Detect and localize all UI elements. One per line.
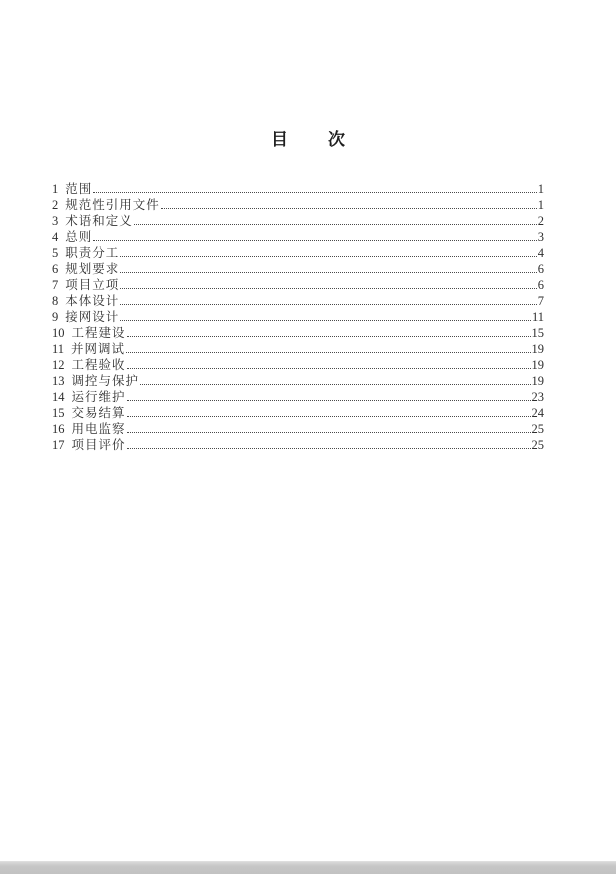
toc-entry-number: 13 xyxy=(52,374,65,388)
toc-leader-dots xyxy=(127,336,531,337)
toc-entry-page: 1 xyxy=(537,198,544,212)
toc-entry-page: 25 xyxy=(531,438,544,452)
toc-entry-number: 7 xyxy=(52,278,59,292)
toc-entry-page: 6 xyxy=(537,262,544,276)
toc-leader-dots xyxy=(134,224,537,225)
toc-leader-dots xyxy=(93,192,536,193)
toc-leader-dots xyxy=(127,400,531,401)
toc-entry-label: 规划要求 xyxy=(65,262,120,276)
toc-entry xyxy=(52,435,544,451)
toc-entry-number: 16 xyxy=(52,422,65,436)
toc-entry-number: 5 xyxy=(52,246,59,260)
toc-leader-dots xyxy=(120,304,536,305)
toc-entry-label: 项目立项 xyxy=(65,278,120,292)
toc-leader-dots xyxy=(120,256,536,257)
toc-entry xyxy=(52,403,544,419)
toc-entry-page: 7 xyxy=(537,294,544,308)
toc-entry xyxy=(52,323,544,339)
toc-entry-number: 3 xyxy=(52,214,59,228)
toc-entry xyxy=(52,243,544,259)
toc-entry-label: 工程验收 xyxy=(71,358,126,372)
toc-leader-dots xyxy=(127,416,531,417)
toc-entry-label: 项目评价 xyxy=(71,438,126,452)
toc-entry-label: 总则 xyxy=(65,230,93,244)
toc-entry xyxy=(52,259,544,275)
toc-entry-page: 6 xyxy=(537,278,544,292)
toc-entry xyxy=(52,195,544,211)
toc-entry-number: 1 xyxy=(52,182,59,196)
toc-entry-page: 23 xyxy=(531,390,544,404)
toc-entry xyxy=(52,275,544,291)
toc-leader-dots xyxy=(120,288,536,289)
toc-entry-label: 工程建设 xyxy=(71,326,126,340)
toc-leader-dots xyxy=(127,432,531,433)
toc-entry-page: 19 xyxy=(531,342,544,356)
toc-leader-dots xyxy=(120,272,536,273)
toc-entry-page: 1 xyxy=(537,182,544,196)
toc-entry-page: 15 xyxy=(531,326,544,340)
toc-entry xyxy=(52,307,544,323)
toc-entry-page: 11 xyxy=(531,310,544,324)
toc-entry-label: 术语和定义 xyxy=(65,214,133,228)
toc-leader-dots xyxy=(126,352,530,353)
toc-entry xyxy=(52,339,544,355)
toc-entry-label: 运行维护 xyxy=(71,390,126,404)
toc-entry-label: 调控与保护 xyxy=(71,374,140,388)
toc-entry-page: 25 xyxy=(531,422,544,436)
toc-entry-label: 本体设计 xyxy=(65,294,120,308)
toc-entry-number: 9 xyxy=(52,310,59,324)
toc-entry-number: 17 xyxy=(52,438,65,452)
toc-leader-dots xyxy=(93,240,536,241)
scan-bottom-edge xyxy=(0,861,616,874)
toc-entry-number: 12 xyxy=(52,358,65,372)
toc-entry-number: 15 xyxy=(52,406,65,420)
toc-entry-number: 2 xyxy=(52,198,59,212)
toc-entry xyxy=(52,291,544,307)
toc-leader-dots xyxy=(127,448,531,449)
toc-entry xyxy=(52,355,544,371)
toc-leader-dots xyxy=(140,384,530,385)
toc-entry-label: 用电监察 xyxy=(71,422,126,436)
toc-entry xyxy=(52,211,544,227)
toc-entry-page: 19 xyxy=(531,374,544,388)
toc-entry xyxy=(52,371,544,387)
toc-entry-number: 14 xyxy=(52,390,65,404)
toc-entry xyxy=(52,227,544,243)
toc-entry-number: 4 xyxy=(52,230,59,244)
toc-entry-number: 6 xyxy=(52,262,59,276)
toc-entry-page: 2 xyxy=(537,214,544,228)
toc-entry-label: 规范性引用文件 xyxy=(65,198,160,212)
toc-entry-page: 3 xyxy=(537,230,544,244)
toc-entry xyxy=(52,419,544,435)
toc-entry-label: 并网调试 xyxy=(71,342,126,356)
toc-entry-label: 交易结算 xyxy=(71,406,126,420)
toc-leader-dots xyxy=(161,208,537,209)
toc-entry-page: 19 xyxy=(531,358,544,372)
toc-entry-label: 范围 xyxy=(65,182,93,196)
toc-leader-dots xyxy=(127,368,531,369)
toc-entry xyxy=(52,387,544,403)
toc-entry-page: 24 xyxy=(531,406,544,420)
toc-list xyxy=(52,179,544,451)
toc-entry-label: 职责分工 xyxy=(65,246,120,260)
toc-entry-number: 10 xyxy=(52,326,65,340)
toc-entry-number: 11 xyxy=(52,342,65,356)
toc-entry-number: 8 xyxy=(52,294,59,308)
toc-entry-label: 接网设计 xyxy=(65,310,120,324)
toc-entry xyxy=(52,179,544,195)
page-title: 目次 xyxy=(271,130,385,149)
toc-leader-dots xyxy=(120,320,531,321)
toc-entry-page: 4 xyxy=(537,246,544,260)
